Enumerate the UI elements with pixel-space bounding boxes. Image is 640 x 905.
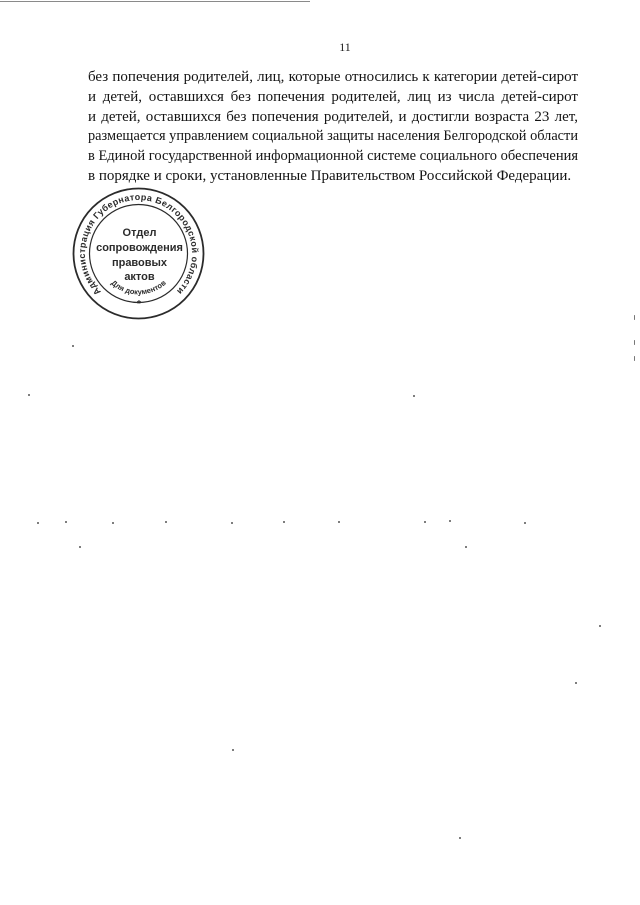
body-line	[88, 147, 578, 167]
scan-speck	[424, 521, 426, 523]
scan-speck	[575, 682, 577, 684]
stamp-center-line: Отдел	[122, 227, 157, 239]
scan-speck	[449, 520, 451, 522]
scan-speck	[231, 522, 233, 524]
scan-speck	[634, 315, 635, 320]
scan-speck	[28, 394, 30, 396]
body-line-text: размещается управлением социальной защиты населения Белгородской области	[88, 128, 578, 145]
body-text	[88, 68, 578, 187]
body-line	[88, 88, 578, 108]
body-line	[88, 108, 578, 128]
stamp-center-line: правовых	[111, 257, 168, 269]
body-line-text: и детей, оставшихся без попечения родителей, и достигли возраста 23 лет,	[88, 108, 578, 125]
scan-speck	[338, 521, 340, 523]
scan-speck	[634, 356, 635, 361]
scan-speck	[72, 345, 74, 347]
scan-speck	[524, 522, 526, 524]
body-line-text: без попечения родителей, лиц, которые относились к категории детей-сирот	[88, 69, 578, 85]
stamp-star: *	[137, 299, 141, 310]
scan-speck	[37, 522, 39, 524]
stamp-center-line: актов	[124, 271, 155, 283]
body-line-text: в Единой государственной информационной системе социального обеспечения	[88, 148, 578, 165]
stamp-center-line: сопровождения	[96, 242, 183, 254]
scan-speck	[232, 749, 234, 751]
stamp-bottom-text: Для документов	[109, 278, 168, 297]
scan-speck	[112, 522, 114, 524]
scan-speck	[165, 521, 167, 523]
scan-speck	[65, 521, 67, 523]
stamp-graphic	[68, 183, 209, 324]
body-line	[88, 68, 578, 88]
scan-speck	[413, 395, 415, 397]
body-line-text: в порядке и сроки, установленные Правительством Российской Федерации.	[88, 167, 572, 184]
page-number: 11	[339, 40, 351, 54]
scan-speck	[465, 546, 467, 548]
scan-speck	[599, 625, 601, 627]
scan-speck	[634, 340, 635, 345]
body-line	[88, 127, 578, 147]
scan-speck	[459, 837, 461, 839]
scan-speck	[79, 546, 81, 548]
scan-speck	[283, 521, 285, 523]
scan-top-edge-line	[0, 1, 310, 2]
body-line-text: и детей, оставшихся без попечения родителей, лиц из числа детей-сирот	[88, 88, 578, 105]
stamp-ring-text: Администрация Губернатора Белгородской области	[76, 191, 201, 298]
stamp	[68, 183, 209, 324]
